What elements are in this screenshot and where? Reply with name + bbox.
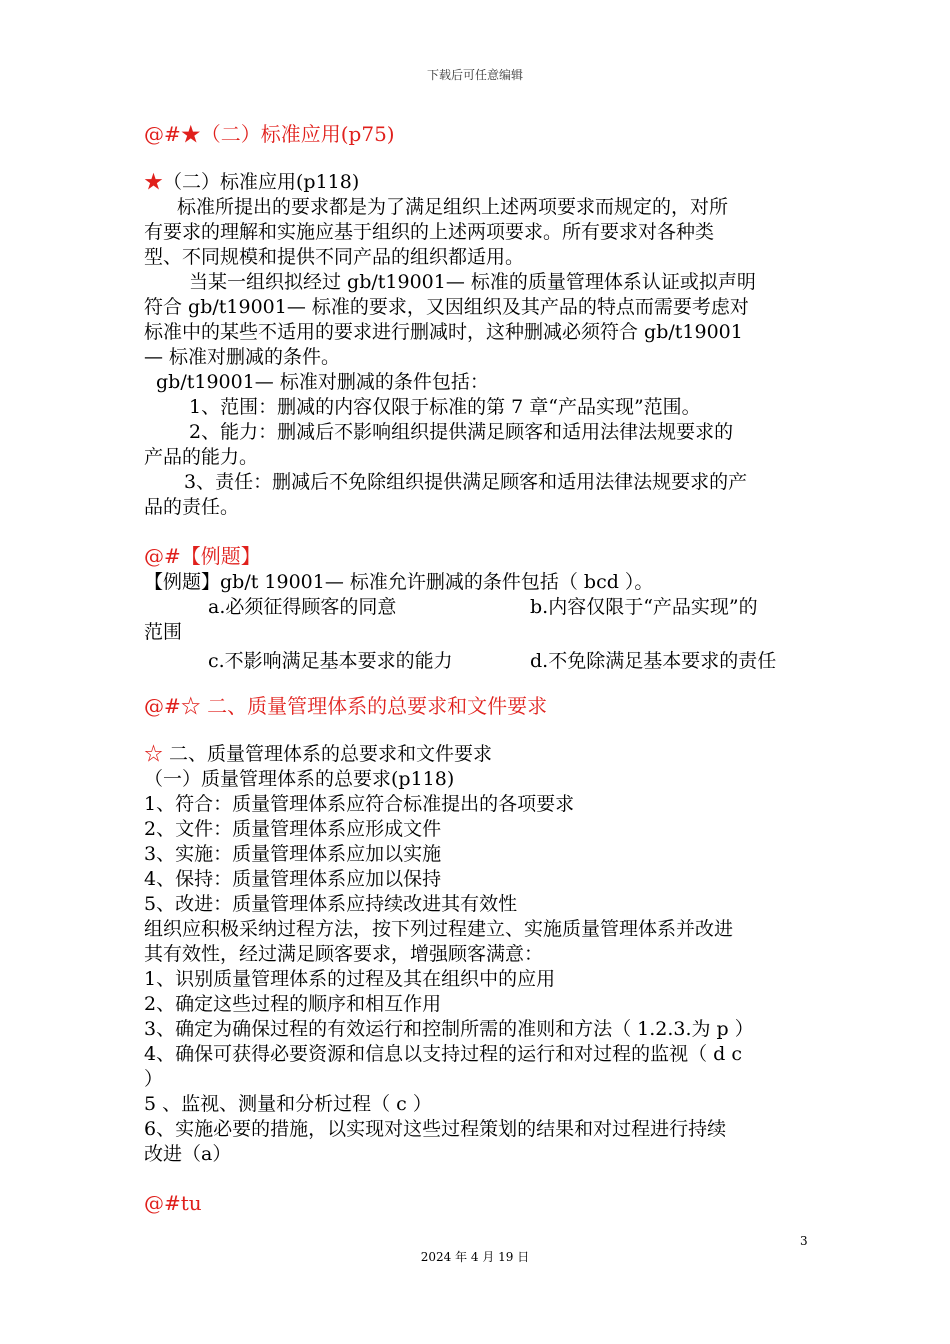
list-item: 产品的能力。: [144, 446, 259, 468]
paragraph-line: 有要求的理解和实施应基于组织的上述两项要求。所有要求对各种类: [144, 221, 715, 243]
option-b-continued: 范围: [144, 621, 183, 643]
paragraph-line: 标准所提出的要求都是为了满足组织上述两项要求而规定的，对所: [177, 196, 729, 218]
list-item: 5 、监视、测量和分析过程（ c ）: [144, 1093, 432, 1115]
list-item: 6、实施必要的措施，以实现对这些过程策划的结果和对过程进行持续: [144, 1118, 727, 1140]
list-item: 品的责任。: [144, 496, 240, 518]
heading-qms-requirements: ☆ 二、质量管理体系的总要求和文件要求: [144, 743, 493, 765]
star-outline-icon: ☆: [144, 743, 164, 765]
example-options-row: [144, 649, 824, 674]
subheading: （一）质量管理体系的总要求(p118): [144, 768, 455, 790]
list-item: 2、文件：质量管理体系应形成文件: [144, 818, 442, 840]
option-d: d.不免除满足基本要求的责任: [530, 650, 777, 672]
paragraph-line: 型、不同规模和提供不同产品的组织都适用。: [144, 246, 525, 268]
star-icon: ★: [144, 171, 164, 193]
paragraph-line: 符合 gb/t19001— 标准的要求，又因组织及其产品的特点而需要考虑对: [144, 296, 749, 318]
list-item: 1、符合：质量管理体系应符合标准提出的各项要求: [144, 793, 575, 815]
list-item: 1、识别质量管理体系的过程及其在组织中的应用: [144, 968, 556, 990]
list-item: 改进（a）: [144, 1143, 232, 1165]
paragraph-line: 组织应积极采纳过程方法，按下列过程建立、实施质量管理体系并改进: [144, 918, 734, 940]
list-item: 3、实施：质量管理体系应加以实施: [144, 843, 442, 865]
paragraph-line: — 标准对删减的条件。: [144, 346, 341, 368]
list-item: 4、确保可获得必要资源和信息以支持过程的运行和对过程的监视（ d c: [144, 1043, 742, 1065]
list-item: 3、责任：删减后不免除组织提供满足顾客和适用法律法规要求的产: [184, 471, 748, 493]
list-item: 5、改进：质量管理体系应持续改进其有效性: [144, 893, 518, 915]
option-b: b.内容仅限于“产品实现”的: [530, 596, 758, 618]
document-body: [144, 120, 824, 1217]
paragraph-line: gb/t19001— 标准对删减的条件包括：: [156, 371, 489, 393]
footer-date: 2024 年 4 月 19 日: [420, 1250, 530, 1264]
option-c: c.不影响满足基本要求的能力: [208, 650, 453, 672]
option-a: a.必须征得顾客的同意: [208, 596, 397, 618]
page-number: 3: [800, 1234, 808, 1248]
list-item: 2、能力：删减后不影响组织提供满足顾客和适用法律法规要求的: [189, 421, 734, 443]
list-item: 1、范围：删减的内容仅限于标准的第 7 章“产品实现”范围。: [189, 396, 701, 418]
list-item: 4、保持：质量管理体系应加以保持: [144, 868, 442, 890]
example-question: 【例题】gb/t 19001— 标准允许删减的条件包括（ bcd ）。: [144, 571, 654, 593]
paragraph-line: 当某一组织拟经过 gb/t19001— 标准的质量管理体系认证或拟声明: [189, 271, 756, 293]
section-marker-standard-application: @#★（二）标准应用(p75): [144, 122, 395, 146]
list-item: ）: [144, 1068, 164, 1090]
section-marker-tu: @#tu: [144, 1191, 202, 1215]
example-options-row: [144, 595, 824, 620]
section-marker-qms-requirements: @#☆ 二、质量管理体系的总要求和文件要求: [144, 694, 548, 718]
heading-standard-application: ★（二）标准应用(p118): [144, 171, 360, 193]
list-item: 2、确定这些过程的顺序和相互作用: [144, 993, 442, 1015]
paragraph-line: 其有效性，经过满足顾客要求，增强顾客满意：: [144, 943, 544, 965]
list-item: 3、确定为确保过程的有效运行和控制所需的准则和方法（ 1.2.3.为 p ）: [144, 1018, 754, 1040]
page-header: 下载后可任意编辑: [426, 68, 523, 82]
paragraph-line: 标准中的某些不适用的要求进行删减时，这种删减必须符合 gb/t19001: [144, 321, 743, 343]
section-marker-example: @#【例题】: [144, 544, 261, 568]
